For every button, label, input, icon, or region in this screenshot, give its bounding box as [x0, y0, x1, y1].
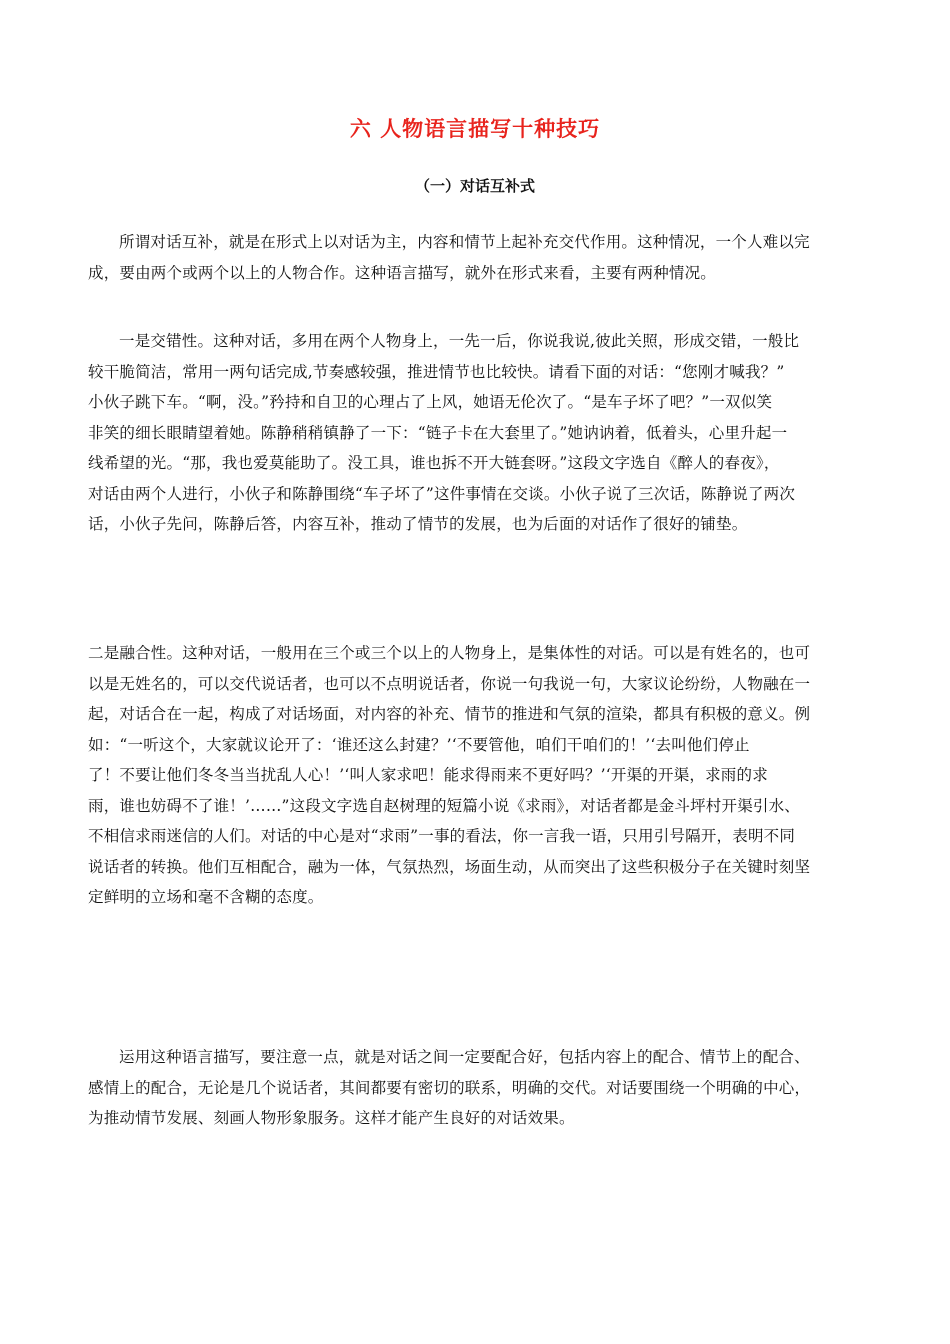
text-line: 了！不要让他们冬冬当当扰乱人心！’‘叫人家求吧！能求得雨来不更好吗？’‘开渠的开渠，求雨的求: [88, 766, 768, 784]
text-line: 话，小伙子先问，陈静后答，内容互补，推动了情节的发展，也为后面的对话作了很好的铺垫。: [88, 515, 748, 533]
text-line: 小伙子跳下车。“啊，没。”矜持和自卫的心理占了上风，她语无伦次了。“是车子坏了吧？”一双似笑: [88, 393, 773, 411]
paragraph-usage: [88, 1042, 868, 1134]
text-line: 为推动情节发展、刻画人物形象服务。这样才能产生良好的对话效果。: [88, 1109, 575, 1127]
text-line: 较干脆简洁，常用一两句话完成,节奏感较强，推进情节也比较快。请看下面的对话：“您刚才喊我？”: [88, 362, 785, 381]
section-heading: （一）对话互补式: [414, 177, 535, 195]
text-line: 雨，谁也妨碍不了谁！’……”这段文字选自赵树理的短篇小说《求雨》，对话者都是金斗坪村开渠引水、: [88, 796, 801, 815]
text-line: 二是融合性。这种对话，一般用在三个或三个以上的人物身上，是集体性的对话。可以是有姓名的，也可: [88, 644, 811, 662]
text-line: 说话者的转换。他们互相配合，融为一体，气氛热烈，场面生动，从而突出了这些积极分子在关键时刻坚: [88, 857, 811, 876]
text-line: 定鲜明的立场和毫不含糊的态度。: [88, 888, 324, 906]
paragraph-intro: [88, 227, 868, 288]
text-line: 运用这种语言描写，要注意一点，就是对话之间一定要配合好，包括内容上的配合、情节上的配合、: [119, 1048, 810, 1066]
text-line: 一是交错性。这种对话，多用在两个人物身上，一先一后，你说我说,彼此关照，形成交错，一般比: [119, 332, 800, 350]
text-line: 如：“一听这个，大家就议论开了：‘谁还这么封建？’‘不要管他，咱们干咱们的！’‘去叫他们停止: [88, 735, 750, 754]
text-line: 感情上的配合，无论是几个说话者，其间都要有密切的联系，明确的交代。对话要围绕一个明确的中心，: [88, 1078, 811, 1097]
text-line: 以是无姓名的，可以交代说话者，也可以不点明说话者，你说一句我说一句，大家议论纷纷，人物融在一: [88, 674, 811, 693]
document-title: 六 人物语言描写十种技巧: [349, 117, 601, 141]
paragraph-fused: [88, 638, 868, 913]
text-line: 非笑的细长眼睛望着她。陈静稍稍镇静了一下：“链子卡在大套里了。”她讷讷着，低着头，心里升起一: [88, 423, 788, 442]
text-line: 所谓对话互补，就是在形式上以对话为主，内容和情节上起补充交代作用。这种情况，一个人难以完: [119, 233, 810, 251]
text-line: 线希望的光。“那，我也爱莫能助了。没工具，谁也拆不开大链套呀。”这段文字选自《醉人的春夜》，: [88, 454, 780, 472]
text-line: 对话由两个人进行，小伙子和陈静围绕“车子坏了”这件事情在交谈。小伙子说了三次话，陈静说了两次: [88, 484, 796, 503]
text-line: 成，要由两个或两个以上的人物合作。这种语言描写，就外在形式来看，主要有两种情况。: [88, 263, 717, 282]
paragraph-interlaced: [88, 326, 868, 540]
text-line: 起，对话合在一起，构成了对话场面，对内容的补充、情节的推进和气氛的渲染，都具有积极的意义。例: [88, 705, 811, 723]
text-line: 不相信求雨迷信的人们。对话的中心是对“求雨”一事的看法，你一言我一语，只用引号隔开，表明不同: [88, 827, 796, 845]
